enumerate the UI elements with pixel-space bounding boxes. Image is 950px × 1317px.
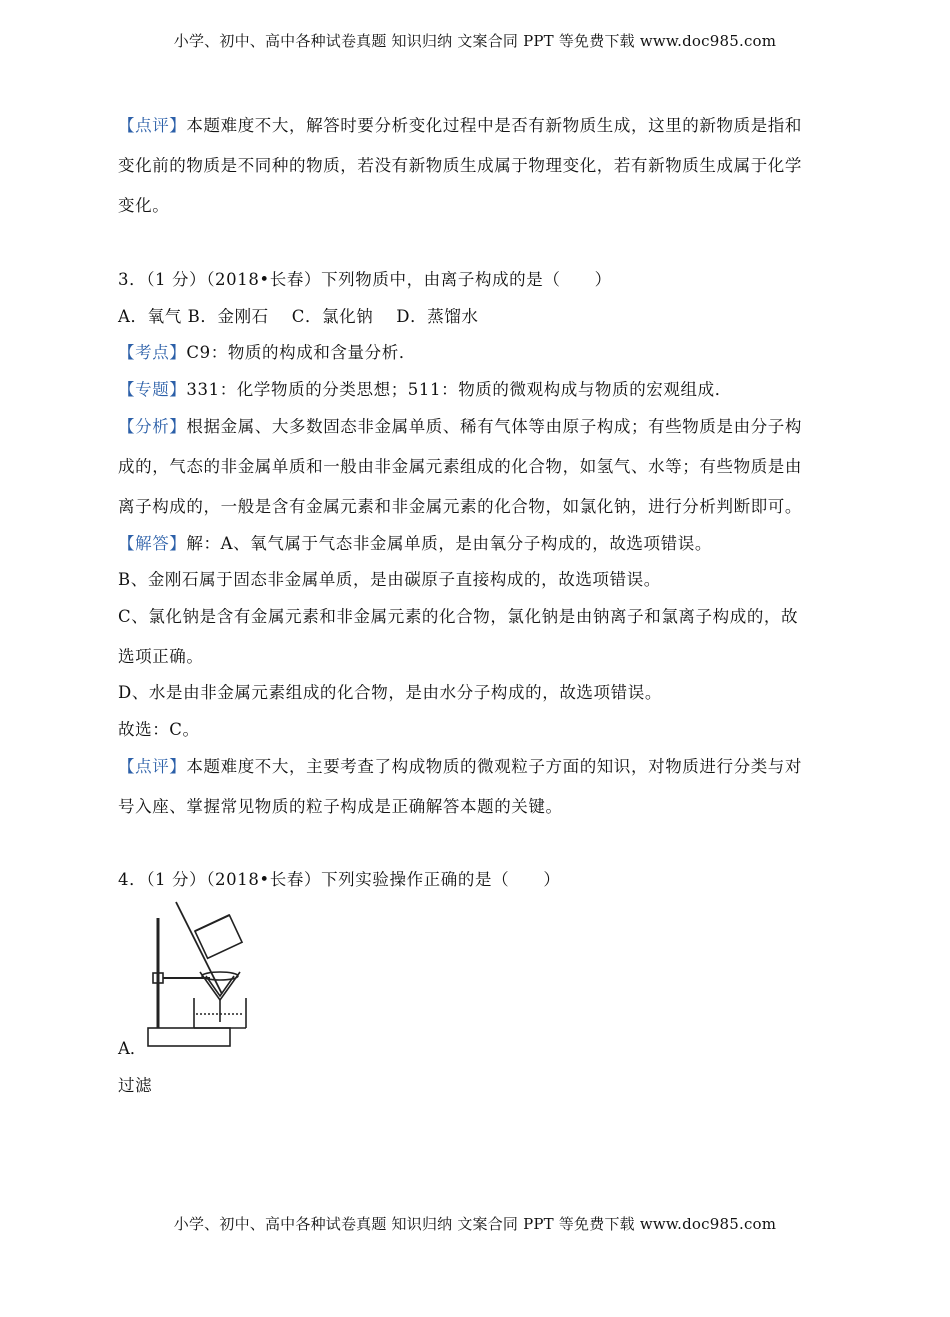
question-3-options: A．氧气 B．金刚石 C．氯化钠 D．蒸馏水 [118, 307, 479, 326]
q3-jieda-line-4: 选项正确。 [118, 647, 204, 666]
comment-tag: 【点评】 [118, 116, 187, 135]
q3-fenxi-line-3: 离子构成的，一般是含有金属元素和非金属元素的化合物，如氯化钠，进行分析判断即可。 [118, 497, 802, 516]
q3-fenxi-line-2: 成的，气态的非金属单质和一般由非金属元素组成的化合物，如氢气、水等；有些物质是由 [118, 457, 802, 476]
q3-dianping-line-1: 【点评】本题难度不大，主要考查了构成物质的微观粒子方面的知识，对物质进行分类与对 [118, 757, 803, 776]
filtration-apparatus-icon [140, 898, 250, 1058]
q3-zhuanti: 【专题】331：化学物质的分类思想；511：物质的微观构成与物质的宏观组成． [118, 380, 732, 399]
q3-jieda-line-2: B、金刚石属于固态非金属单质，是由碳原子直接构成的，故选项错误。 [118, 570, 661, 589]
q3-kaodian: 【考点】C9：物质的构成和含量分析． [118, 343, 416, 362]
q3-fenxi-line-1: 【分析】根据金属、大多数固态非金属单质、稀有气体等由原子构成；有些物质是由分子构 [118, 417, 803, 436]
q3-jieda-line-5: D、水是由非金属元素组成的化合物，是由水分子构成的，故选项错误。 [118, 683, 662, 702]
page-header: 小学、初中、高中各种试卷真题 知识归纳 文案合同 PPT 等免费下载 www.doc985.com [173, 32, 777, 50]
option-a-label: A． [118, 1039, 147, 1058]
option-a-caption: 过滤 [118, 1076, 153, 1095]
q3-jieda-line-6: 故选：C。 [118, 720, 200, 739]
question-4-stem: 4．（1 分）（2018•长春）下列实验操作正确的是（ ） [118, 870, 561, 889]
question-3-stem: 3．（1 分）（2018•长春）下列物质中，由离子构成的是（ ） [118, 270, 612, 289]
q3-dianping-line-2: 号入座、掌握常见物质的粒子构成是正确解答本题的关键。 [118, 797, 563, 816]
q3-jieda-line-1: 【解答】解：A、氧气属于气态非金属单质，是由氧分子构成的，故选项错误。 [118, 534, 712, 553]
page-footer: 小学、初中、高中各种试卷真题 知识归纳 文案合同 PPT 等免费下载 www.doc985.com [173, 1215, 777, 1233]
comment-line-1: 【点评】本题难度不大，解答时要分析变化过程中是否有新物质生成，这里的新物质是指和 [118, 116, 803, 135]
comment-line-2: 变化前的物质是不同种的物质，若没有新物质生成属于物理变化，若有新物质生成属于化学 [118, 156, 802, 175]
q3-jieda-line-3: C、氯化钠是含有金属元素和非金属元素的化合物，氯化钠是由钠离子和氯离子构成的，故 [118, 607, 799, 626]
comment-line-3: 变化。 [118, 196, 170, 215]
